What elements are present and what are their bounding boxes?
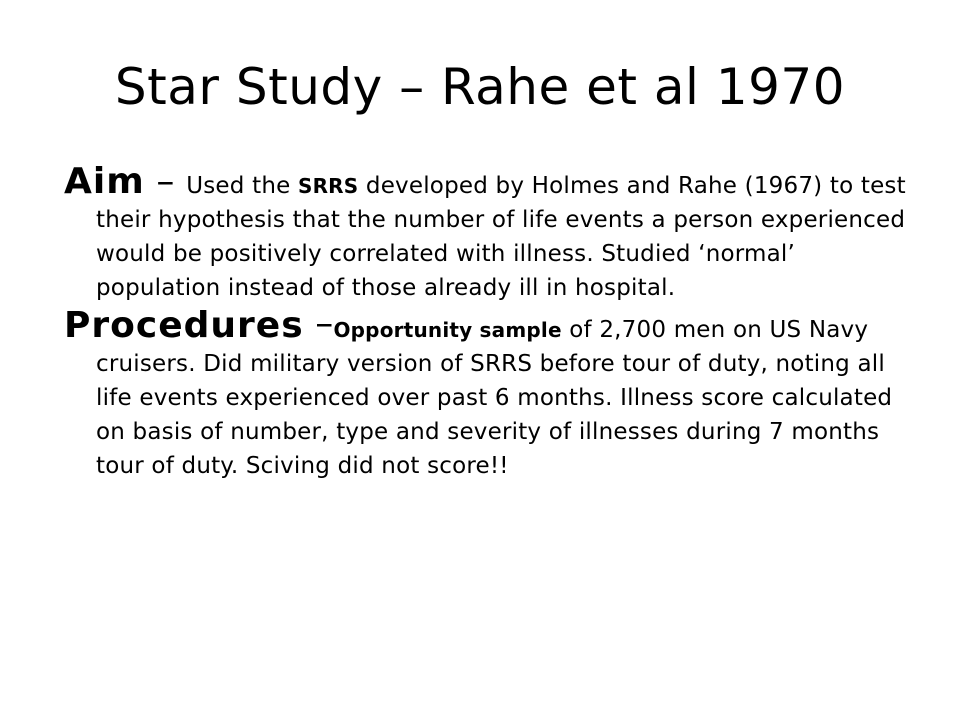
aim-text-body: developed by Holmes and Rahe (1967) to test their hypothesis that the number of life events a person experienced would be positively correlated with illness. Studied ‘normal’ population instead of those already ill in hospital. bbox=[96, 173, 906, 301]
procedures-dash: – bbox=[303, 303, 334, 344]
slide-title: Star Study – Rahe et al 1970 bbox=[114, 58, 846, 116]
aim-dash: – bbox=[144, 161, 187, 202]
procedures-label: Procedures bbox=[64, 305, 304, 346]
procedures-paragraph bbox=[64, 303, 914, 483]
aim-paragraph bbox=[64, 161, 914, 305]
slide-body bbox=[64, 161, 914, 483]
procedures-text-body: of 2,700 men on US Navy cruisers. Did military version of SRRS before tour of duty, noting all life events experienced over past 6 months. Illness score calculated on basis of number, type and severity of illnesses during 7 months tour of duty. Sciving did not score!! bbox=[96, 317, 893, 479]
aim-srrs-term: SRRS bbox=[297, 174, 359, 198]
aim-label: Aim bbox=[64, 161, 145, 202]
aim-text-lead: Used the bbox=[186, 173, 298, 199]
procedures-sample-term: Opportunity sample bbox=[333, 318, 562, 342]
